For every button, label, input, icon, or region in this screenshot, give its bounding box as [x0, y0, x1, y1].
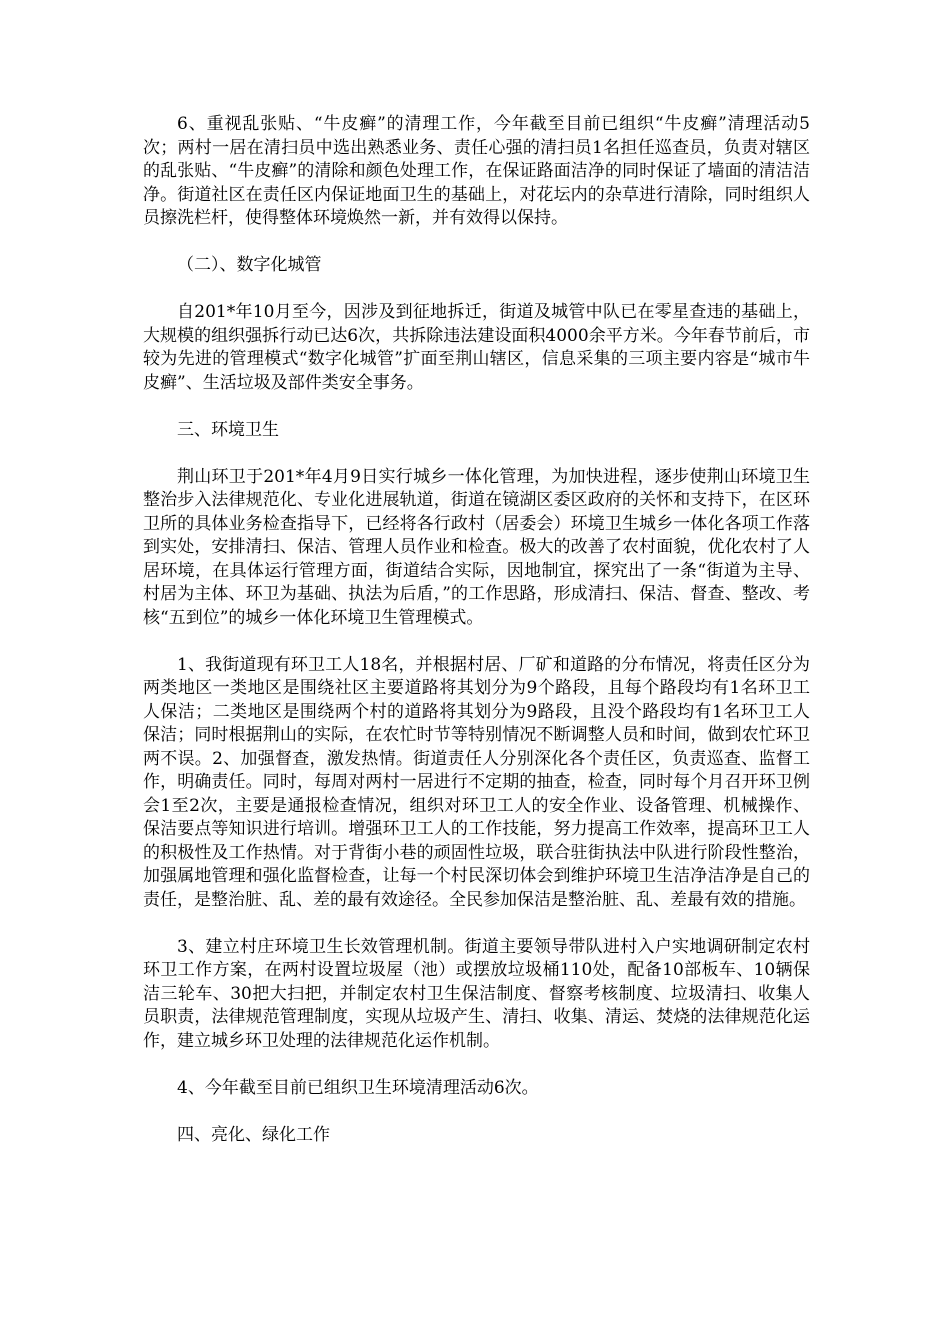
section-heading-digital-city-management: （二）、数字化城管 — [177, 255, 322, 275]
paragraph-5: 3、建立村庄环境卫生长效管理机制。街道主要领导带队进村入户实地调研制定农村环卫工作方案，在两村设置垃圾屋（池）或摆放垃圾桶110处，配备10部板车、10辆保洁三轮车、30把大扫把，并制定农村卫生保洁制度、督察考核制度、垃圾清扫、收集人员职责，法律规范管理制度，实现从垃圾产生、清扫、收集、清运、焚烧的法律规范化运作，建立城乡环卫处理的法律规范化运作机制。 — [143, 936, 810, 1051]
paragraph-4: 1、我街道现有环卫工人18名，并根据村居、厂矿和道路的分布情况，将责任区分为两类地区一类地区是围绕社区主要道路将其划分为9个路段，且每个路段均有1名环卫工人保洁；二类地区是围绕两个村的道路将其划分为9路段，且没个路段均有1名环卫工人保洁；同时根据荆山的实际，在农忙时节等特别情况不断调整人员和时间，做到农忙环卫两不误。2、加强督查，激发热情。街道责任人分别深化各个责任区，负责巡查、监督工作，明确责任。同时，每周对两村一居进行不定期的抽查，检查，同时每个月召开环卫例会1至2次，主要是通报检查情况，组织对环卫工人的安全作业、设备管理、机械操作、保洁要点等知识进行培训。增强环卫工人的工作技能，努力提高工作效率，提高环卫工人的积极性及工作热情。对于背街小巷的顽固性垃圾，联合驻街执法中队进行阶段性整治，加强属地管理和强化监督检查，让每一个村民深切体会到维护环境卫生洁净洁净是自己的责任，是整治脏、乱、差的最有效途径。全民参加保洁是整治脏、乱、差最有效的措施。 — [143, 654, 810, 910]
section-heading-lighting-greening: 四、亮化、绿化工作 — [177, 1124, 330, 1145]
paragraph-3: 荆山环卫于201*年4月9日实行城乡一体化管理，为加快进程，逐步使荆山环境卫生整治步入法律规范化、专业化进展轨道，街道在镜湖区委区政府的关怀和支持下，在区环卫所的具体业务检查指导下，已经将各行政村（居委会）环境卫生城乡一体化各项工作落到实处，安排清扫、保洁、管理人员作业和检查。极大的改善了农村面貌，优化农村了人居环境，在具体运行管理方面，街道结合实际，因地制宜，探究出了一条“街道为主导、村居为主体、环卫为基础、执法为后盾，”的工作思路，形成清扫、保洁、督查、整改、考核“五到位”的城乡一体化环境卫生管理模式。 — [143, 466, 810, 628]
paragraph-1: 6、重视乱张贴、“牛皮癣”的清理工作，今年截至目前已组织“牛皮癣”清理活动5次；两村一居在清扫员中选出熟悉业务、责任心强的清扫员1名担任巡查员，负责对辖区的乱张贴、“牛皮癣”的清除和颜色处理工作，在保证路面洁净的同时保证了墙面的清洁洁净。街道社区在责任区内保证地面卫生的基础上，对花坛内的杂草进行清除，同时组织人员擦洗栏杆，使得整体环境焕然一新，并有效得以保持。 — [143, 114, 810, 228]
paragraph-2: 自201*年10月至今，因涉及到征地拆迁，街道及城管中队已在零星查违的基础上，大规模的组织强拆行动已达6次，共拆除违法建设面积4000余平方米。今年春节前后，市较为先进的管理模式“数字化城管”扩面至荆山辖区，信息采集的三项主要内容是“城市牛皮癣”、生活垃圾及部件类安全事务。 — [143, 302, 810, 393]
section-heading-environmental-sanitation: 三、环境卫生 — [177, 419, 279, 440]
paragraph-6: 4、今年截至目前已组织卫生环境清理活动6次。 — [177, 1077, 539, 1098]
document-body — [143, 113, 810, 1171]
